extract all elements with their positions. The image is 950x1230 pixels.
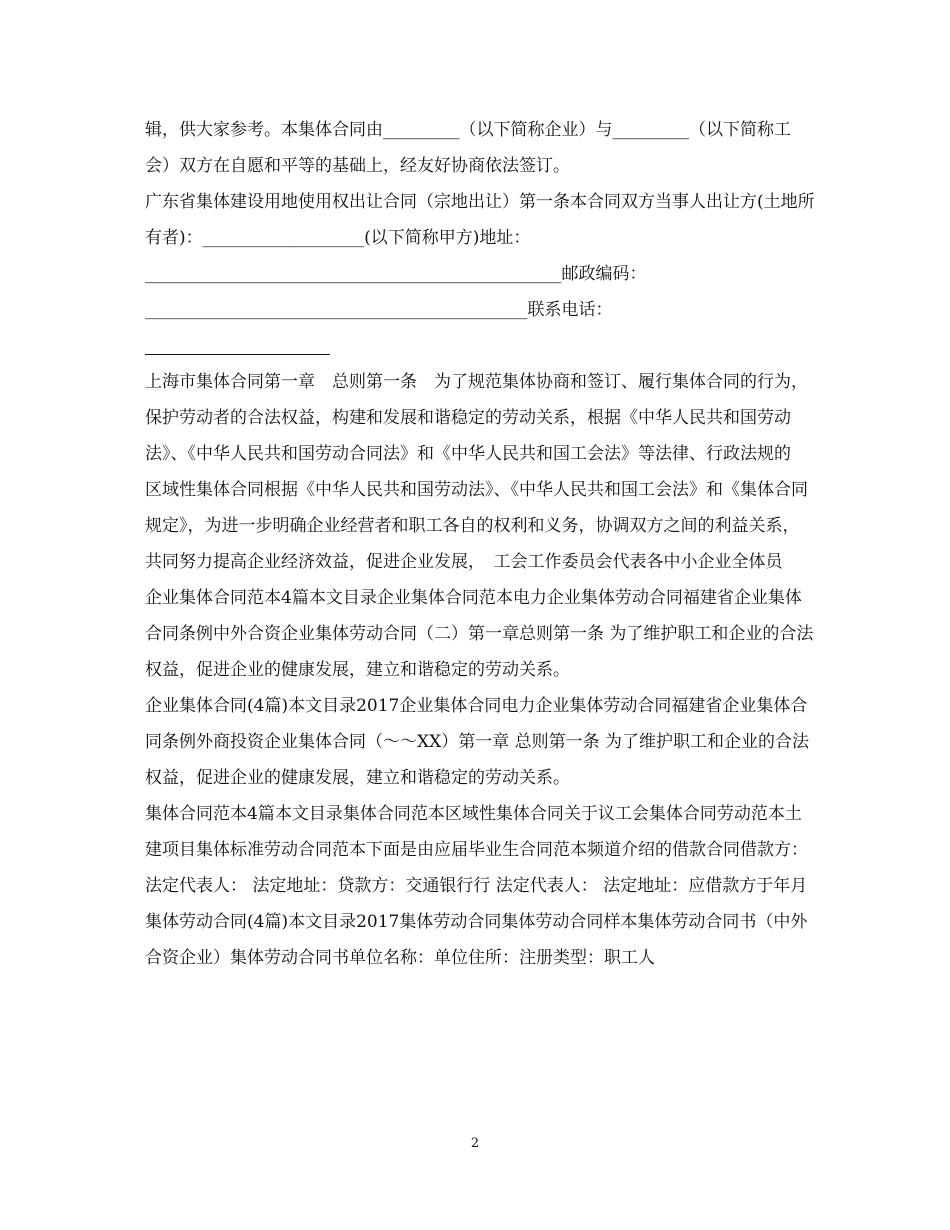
document-body [145, 112, 815, 976]
blank-rule [145, 354, 330, 355]
paragraph-5: 企业集体合同范本4篇本文目录企业集体合同范本电力企业集体劳动合同福建省企业集体合同条例中外合资企业集体劳动合同（二）第一章总则第一条 为了维护职工和企业的合法权益，促进企业的健康发展，建立和谐稳定的劳动关系。 [145, 588, 814, 680]
paragraph-2: 广东省集体建设用地使用权出让合同（宗地出让）第一条本合同双方当事人出让方(土地所有者)：___________________(以下简称甲方)地址： _________________________________________________邮政编码： _____________________________________________联系电话： [145, 192, 815, 320]
paragraph-1: 辑，供大家参考。本集体合同由_________（以下简称企业）与_________（以下简称工会）双方在自愿和平等的基础上，经友好协商依法签订。 [145, 120, 791, 176]
paragraph-4: 区域性集体合同根据《中华人民共和国劳动法》、《中华人民共和国工会法》和《集体合同规定》，为进一步明确企业经营者和职工各自的权利和义务，协调双方之间的利益关系，共同努力提高企业经济效益，促进企业发展， 工会工作委员会代表各中小企业全体员 [145, 480, 808, 572]
paragraph-3: 上海市集体合同第一章 总则第一条 为了规范集体协商和签订、履行集体合同的行为，保护劳动者的合法权益，构建和发展和谐稳定的劳动关系，根据《中华人民共和国劳动法》、《中华人民共和国劳动合同法》和《中华人民共和国工会法》等法律、行政法规的 [145, 372, 808, 464]
paragraph-6: 企业集体合同(4篇)本文目录2017企业集体合同电力企业集体劳动合同福建省企业集体合同条例外商投资企业集体合同（～～XX）第一章 总则第一条 为了维护职工和企业的合法权益，促进企业的健康发展，建立和谐稳定的劳动关系。 [145, 696, 810, 788]
signature-blank-line [145, 328, 815, 364]
paragraph-8: 集体劳动合同(4篇)本文目录2017集体劳动合同集体劳动合同样本集体劳动合同书（中外合资企业）集体劳动合同书单位名称：单位住所：注册类型：职工人 [145, 912, 808, 968]
page-number: 2 [470, 1136, 480, 1151]
paragraph-7: 集体合同范本4篇本文目录集体合同范本区域性集体合同关于议工会集体合同劳动范本土建项目集体标准劳动合同范本下面是由应届毕业生合同范本频道介绍的借款合同借款方： 法定代表人： 法定地址：贷款方：交通银行行 法定代表人： 法定地址：应借款方于年月 [145, 804, 814, 896]
